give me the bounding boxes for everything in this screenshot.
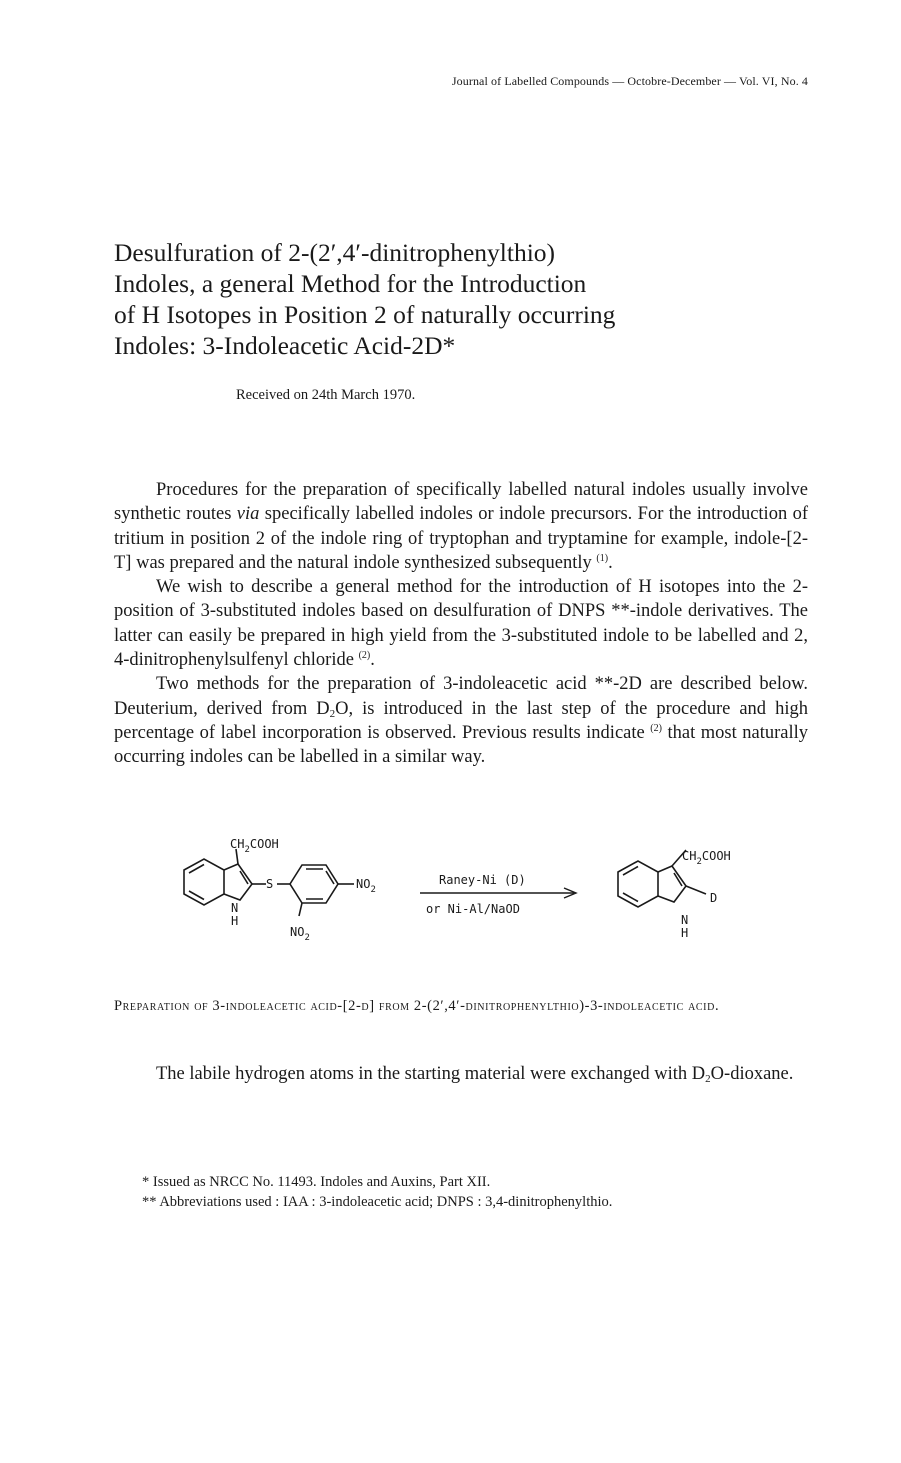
scheme-caption <box>114 994 808 1019</box>
text-run: that most naturally occurring indoles can be labelled in a similar way. <box>114 722 809 768</box>
title-line: of H Isotopes in Position 2 of naturally occurring <box>114 300 616 329</box>
nitrogen-label: N <box>681 913 689 927</box>
caption-text: -dinitrophenylthio)- <box>460 998 591 1014</box>
received-date: Received on 24th March 1970. <box>236 387 416 403</box>
caption-number: 3 <box>590 998 598 1014</box>
article-title <box>114 237 794 361</box>
text-run: The labile hydrogen atoms in the starting material were exchanged with D <box>156 1064 706 1084</box>
caption-number: 2 <box>348 998 356 1014</box>
reaction-arrow <box>420 888 576 898</box>
introduction-text <box>114 478 808 770</box>
text-run: Two methods for the preparation of 3-indoleacetic acid **-2D are described below. Deuterium, derived from D <box>114 674 808 719</box>
caption-text: -indoleacetic acid. <box>597 998 720 1014</box>
citation-ref: (1) <box>596 552 609 564</box>
text-run: O-dioxane. <box>710 1064 794 1084</box>
paragraph-3 <box>114 672 808 769</box>
footnote: ** Abbreviations used : IAA : 3-indoleacetic acid; DNPS : 3,4-dinitrophenylthio. <box>142 1194 613 1210</box>
reaction-scheme <box>156 838 776 953</box>
nitro-group-label: $NO_2$ <box>356 877 376 895</box>
subscript: 2 <box>705 1073 711 1085</box>
text-run: . <box>608 552 613 573</box>
italic-text: via <box>236 504 260 525</box>
footnote: * Issued as NRCC No. 11493. Indoles and Auxins, Part XII. <box>142 1174 491 1190</box>
chem-label: $CH_2COOH$ <box>682 849 731 867</box>
caption-number: 3 <box>212 998 221 1014</box>
paragraph-1 <box>114 478 808 575</box>
running-head: Journal of Labelled Compounds — Octobre-December — Vol. VI, No. 4 <box>451 74 808 88</box>
paragraph-4 <box>114 1062 808 1086</box>
deuterium-label: D <box>710 891 718 905</box>
text-run: . <box>370 650 375 671</box>
caption-text: -indoleacetic acid-[ <box>220 998 349 1014</box>
paragraph-2 <box>114 575 808 672</box>
text-run: We wish to describe a general method for the introduction of H isotopes into the 2-position of 3-substituted indoles based on desulfuration of DNPS **-indole derivatives. The latter can easily be prepared in high yield from the 3-substituted indole to be labelled and 2, 4-dinitrophenylsulfenyl chloride <box>114 577 808 671</box>
hydrogen-label: H <box>231 914 239 928</box>
text-run: Procedures for the preparation of specifically labelled natural indoles usually involve synthetic routes <box>114 480 808 525</box>
text-run: specifically labelled indoles or indole precursors. For the introduction of tritium in position 2 of the indole ring of tryptophan and tryptamine for example, indole-[2-T] was prepared and the natural indole synthesized subsequently <box>114 504 808 573</box>
title-line: Indoles: 3-Indoleacetic Acid-2D* <box>114 331 456 360</box>
title-line: Desulfuration of 2-(2′,4′-dinitrophenylthio) <box>114 238 556 267</box>
citation-ref: (2) <box>650 722 662 734</box>
hydrogen-label: H <box>681 926 689 940</box>
citation-ref: (2) <box>358 650 371 662</box>
reaction-scheme-drawing <box>156 838 776 953</box>
caption-text: -d] from <box>356 998 414 1014</box>
method-text <box>114 1062 808 1086</box>
footnotes <box>142 1172 802 1212</box>
nitrogen-label: N <box>231 901 239 915</box>
caption-text: Preparation of <box>114 998 213 1014</box>
caption-number: 2-(2′,4′ <box>413 998 461 1014</box>
reagent-label: Raney-Ni (D) <box>439 873 526 887</box>
text-run: O, is introduced in the last step of the procedure and high percentage of label incorporation is observed. Previous results indicate <box>114 698 808 743</box>
title-line: Indoles, a general Method for the Introduction <box>114 269 587 298</box>
reagent-label: or Ni-Al/NaOD <box>426 902 520 916</box>
sulfur-label: S <box>266 877 274 891</box>
subscript: 2 <box>329 707 336 720</box>
nitro-group-label: $NO_2$ <box>290 925 310 943</box>
chem-label: $CH_2COOH$ <box>230 838 279 855</box>
